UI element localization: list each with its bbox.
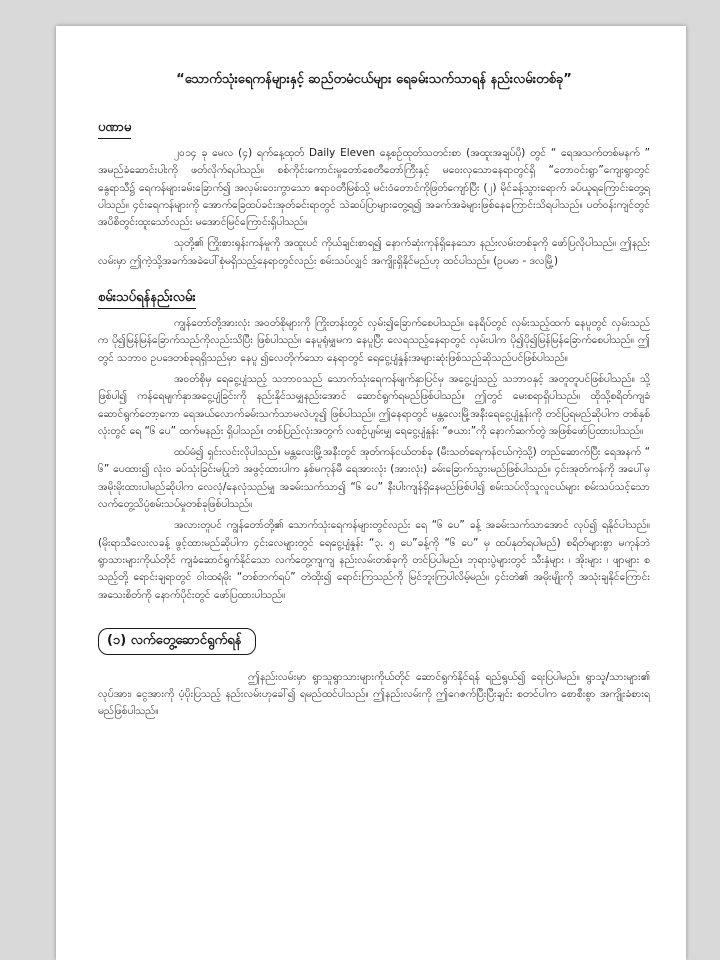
paragraph: ဤနည်းလမ်းမှာ ရွာသူရွာသားများကိုယ်တိုင် ဆောင်ရွက်နိုင်ရန် ရည်ရွယ်၍ ရေးပြပါမည်။ ရွာသူ/သားများ၏ လုပ်အား၊ ငွေအားကို ပံ့ပိုးပြသည့် နည်းလမ်းဟုခေါ်၍ ရမည်ထင်ပါသည်။ ဤနည်းလမ်းကို ဤဂေဇက်ပြီးပြီးချင်း စတင်ပါက စောစီးစွာ အကျိုးခံစားရမည်ဖြစ်ပါသည်။ — [98, 670, 650, 718]
section-heading-practical-implementation: (၁) လက်တွေ့ဆောင်ရွက်ရန် — [98, 628, 256, 655]
paragraph: သုတို့၏ ကြိုးစားရုန်းကန်မှုကို အထူးပင် ကိုယ်ချင်းစာရ၍ နောက်ဆုံးကုန်ရှိနေသော နည်းလမ်းတစ်ခုကို ဖော်ပြလိုပါသည်။ ဤနည်းလမ်းမှာ ဤကဲ့သို့အခက်အခဲပေါ်စုံမရှိသည့်နေရာတွင်လည်း စမ်းသပ်လျှင် အကျိုးရှိနိုင်မည်ဟု ထင်ပါသည်။ (ဥပမာ - ဒလမြို့) — [98, 237, 650, 267]
document-body — [98, 70, 650, 725]
document-title: “သောက်သုံးရေကန်များနှင့် ဆည်တမံငယ်များ ရေခမ်းသက်သာရန် နည်းလမ်းတစ်ခု” — [176, 72, 572, 87]
paragraph: ကျွန်တော်တို့အားလုံး အဝတ်စိုများကို ကြိုးတန်းတွင် လှမ်း၍ခြောက်စေပါသည်။ နေရိပ်တွင် လှမ်းသည့်ထက် နေပူတွင် လှမ်းသည်က ပို၍မြန်မြန်ခြောက်သည်ကိုလည်းသိပြီး ဖြစ်ပါသည်။ နေပူရုံမျှမက နေပူပြီး လေရသည့်နေရာတွင် လှမ်းပါက ပို၍ပို၍မြန်မြန်ခြောက်စေပါသည်။ ဤတွင် သဘာဝ ဥပဒေတစ်ခုရရှိသည်မှာ နေပူ ၍လေတိုက်သော နေရာတွင် ရေငွေ့ပျံနှုန်းအများဆုံးဖြစ်သည်ဆိုသည်ပင်ဖြစ်ပါသည်။ — [98, 317, 650, 364]
paragraph: ၂၀၁၄ ခု မေလ (၄) ရက်နေ့ထုတ် Daily Eleven နေ့စဉ်ထုတ်သတင်းစာ (အထူးအချပ်ပို) တွင် “ ရေအသက်တစ်မနက် ” အမည်ခံဆောင်းပါးကို ဖတ်လိုက်ရပါသည်။ စစ်ကိုင်းကောင်းမှုတော်စေတီတော်ကြီးနှင့် မဝေးလှသောနေရာတွင်ရှိ “တောဝင်းရွာ”ကျေးရွာတွင် နွေရာသီ၌ ရေကန်များခမ်းခြောက်၍ အလှမ်းဝေးကွာသော ဧရာဝတီမြစ်သို့ မင်းဝံတောင်ကိုဖြတ်ကျော်ပြီး (၂) မိုင်ခန့်သွားရောက် ခပ်ယူရကြောင်းတွေ့ရပါသည်။ ၄င်းရေကန်များကို အောက်ခြေထပ်ခင်းအုတ်ခင်းရာတွင် သဲဆပ်ပြာများတွေ့ရ၍ အခက်အခဲများဖြစ်နေကြောင်းသိရပါသည်။ ပတ်ဝန်းကျင်တွင် အပိစိတွင်းထူးသော်လည်း မအောင်မြင်ကြောင်းရှိပါသည်။ — [98, 147, 650, 229]
paragraph: ထပ်မံ၍ ရှင်းလင်းလိုပါသည်။ မန္တလေးမြို့အနီးတွင် အုတ်ကန်ငယ်တစ်ခု (မီးသတ်ရေကန်ငယ်ကဲ့သို့) တည်ဆောက်ပြီး ရေအနက် “ ၆” ပေထား၍ လုံးဝ ခပ်သုံးခြင်းမပြုဘဲ အဖွင့်ထားပါက နှစ်မကုန်မီ ရေအားလုံး (အားလုံး) ခမ်းခြောက်သွားမည်ဖြစ်ပါသည်။ ၄င်းအုတ်ကန်ကို အပေါ်မှ အမိုးမိုးထားပါမည်ဆိုပါက လေလုံ/နေလုံသည်မျှ အခမ်းသက်သာ၍ “၆ ပေ” နီးပါးကျန်ရှိနေမည်ဖြစ်ပါ၍ စမ်းသပ်လိုသူလူငယ်များ စမ်းသပ်သင့်သော လက်တွေ့သိပ္ပံစမ်းသပ်မှုတစ်ခုဖြစ်ပါသည်။ — [98, 446, 650, 511]
section-heading-introduction: ပဏာမ — [98, 119, 131, 139]
section-practical-implementation — [98, 624, 650, 721]
paragraph: အလားတူပင် ကျွန်တော်တို့၏ သောက်သုံးရေကန်များတွင်လည်း ရေ “၆ ပေ” ခန့် အခမ်းသက်သာအောင် လုပ်၍ ရနိုင်ပါသည်။ (မိုးရာသီလေးလခန့် ဖွင့်ထားမည်ဆိုပါက ၄င်းလေများတွင် ရေငွေ့ပျံနှုန်း “၃. ၅ ပေ”ခန့်ကို “၆ ပေ” မှ ထပ်နုတ်ရပါမည်) စရိတ်များစွာ မကုန်ဘဲ ရွာသားများကိုယ်တိုင် ကျခံဆောင်ရွက်နိုင်သော လက်တွေ့ကျကျ နည်းလမ်းတစ်ခုကို တင်ပြပါမည်။ ဘုရားပွဲများတွင် သီးနှံများ ၊ အိုးများ ၊ ဖျာများ စသည့်တို့ ရောင်းချရာတွင် ဝါးထရံမိုး “တစ်ဘက်ရပ်” တဲထိုး၍ ရောင်းကြသည်ကို မြင်ဘူးကြပါလိမ့်မည်။ ၄င်းတဲ၏ အမိုးမျိုးကို အသုံးချနိုင်ကြောင်းအသေးစိတ်ကို နောက်ပိုင်းတွင် ဖော်ပြထားပါသည်။ — [98, 519, 650, 601]
document-page — [56, 26, 686, 960]
section-test-method — [98, 286, 650, 604]
paragraph: အဝတ်စိုမှ ရေငွေ့ပျံသည့် သဘာဝသည် သောက်သုံးရေကန်မျက်နှာပြင်မှ အငွေ့ပျံသည့် သဘာဝနှင့် အတူတူပင်ဖြစ်ပါသည်။ သို့ဖြစ်ပါ၍ ကန်ရေမျက်နှာအငွေ့ပျံခြင်းကို နည်းနိုင်သမျှနည်းအောင် ဆောင်ရွက်ရမည်ဖြစ်ပါသည်။ ဤတွင် မေးစရာရှိပါသည်။ ထိုသို့စရိတ်ကျခံဆောင်ရွက်တော့ကော ရေအယ်လောက်ခမ်းသက်သာမလဲဟူ၍ ဖြစ်ပါသည်။ ဤနေရာတွင် မန္တလေးမြို့အနီးရေငွေ့ပျံနှုန်းကို တင်ပြရမည်ဆိုပါက တစ်နှစ်လုံးတွင် ရေ “၆ ပေ” ထက်မနည်း ရှိပါသည်။ တစ်ပြည်လုံးအတွက် လစဉ်ပျမ်းမျှ ရေငွေ့ပျံနှုန်း “ဇယား”ကို နောက်ဆက်တွဲ အဖြစ်ဖော်ပြထားပါသည်။ — [98, 372, 650, 437]
section-heading-test-method: စမ်းသပ်ရန်နည်းလမ်း — [98, 289, 196, 309]
section-introduction — [98, 116, 650, 270]
